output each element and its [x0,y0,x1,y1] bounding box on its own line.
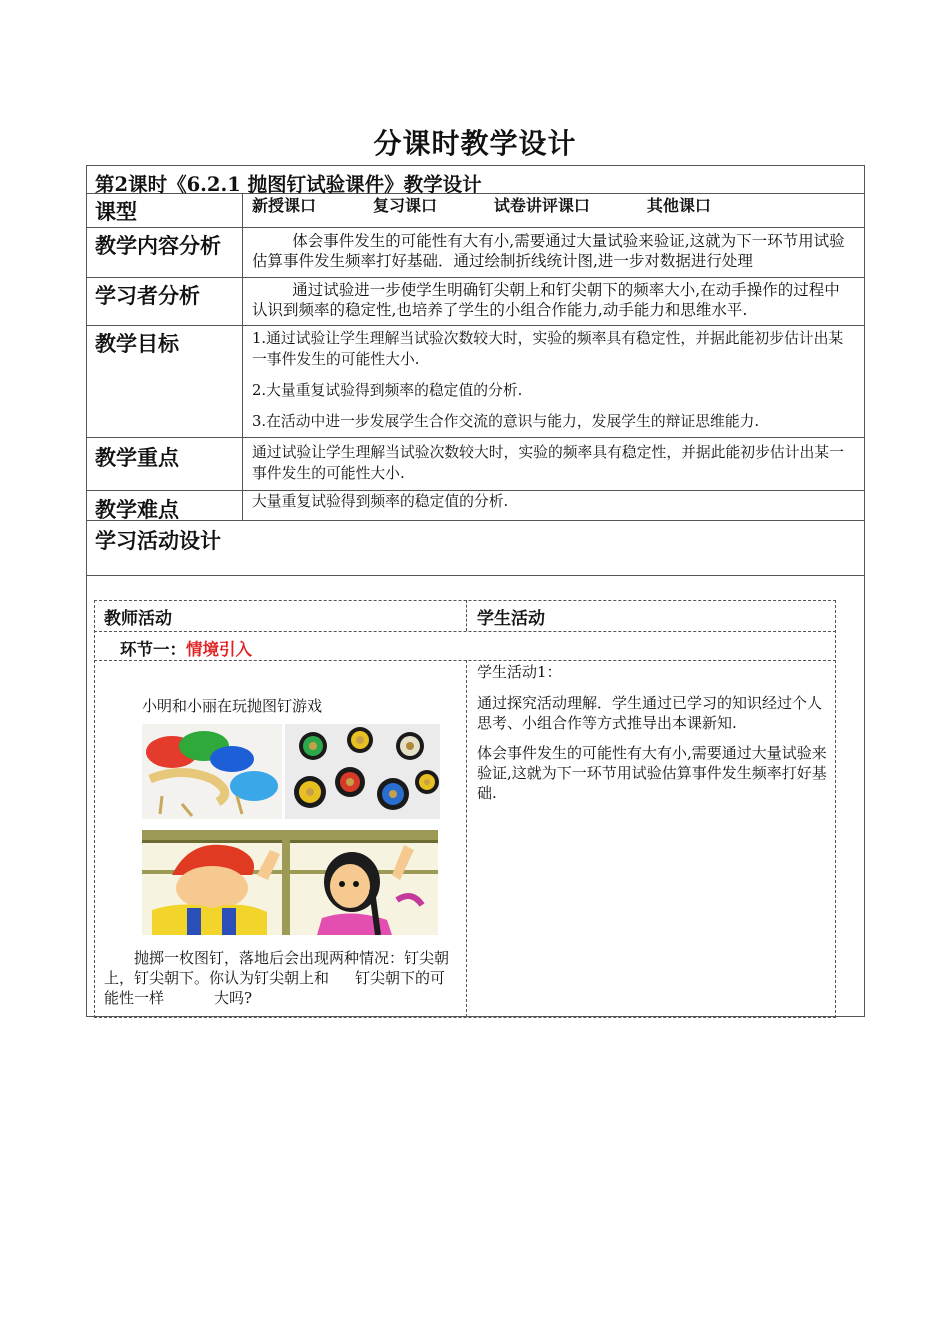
difficulties-row [87,491,864,521]
teacher-caption: 小明和小丽在玩抛图钉游戏 [142,697,323,715]
student-paragraph-1: 通过探究活动理解．学生通过已学习的知识经过个人思考、小组合作等方式推导出本课新知. [477,694,823,732]
section-heading [120,636,252,660]
key-points-row [87,438,864,491]
section-name: 情境引入 [186,640,252,659]
difficulties-label: 教学难点 [95,497,179,522]
content-analysis-label: 教学内容分析 [95,233,221,258]
student-activity-title: 学生活动1： [477,663,562,681]
thumbtacks-image-left [142,724,282,819]
children-cartoon-image [142,830,438,935]
learner-analysis-label: 学习者分析 [95,283,200,308]
teacher-activity-header: 教师活动 [104,609,172,629]
objective-2: 2.大量重复试验得到频率的稳定值的分析. [252,382,523,399]
teacher-question-part-3: 大吗? [214,989,253,1007]
course-type-row [87,194,864,228]
page-title: 分课时教学设计 [373,127,577,160]
activity-design-row [87,521,864,576]
student-paragraph-2: 体会事件发生的可能性有大有小,需要通过大量试验来验证,这就为下一环节用试验估算事件发生频率打好基础. [477,744,827,802]
student-activity-header: 学生活动 [477,609,545,629]
section-prefix: 环节一： [120,640,186,659]
course-type-new[interactable]: 新授课口 [252,196,317,215]
teacher-question-part-2: 钉尖朝下的可能性一样 [104,969,446,1007]
content-analysis-row [87,228,864,278]
key-points-text: 通过试验让学生理解当试验次数较大时，实验的频率具有稳定性，并据此能初步估计出某一事件发生的可能性大小. [252,444,844,482]
content-analysis-text: 体会事件发生的可能性有大有小,需要通过大量试验来验证,这就为下一环节用试验估算事件发生频率打好基础．通过绘制折线统计图,进一步对数据进行处理 [252,232,845,270]
difficulties-text: 大量重复试验得到频率的稳定值的分析. [252,493,509,510]
lesson-header-row [87,166,864,194]
objective-3: 3.在活动中进一步发展学生合作交流的意识与能力，发展学生的辩证思维能力. [252,413,760,430]
course-type-other[interactable]: 其他课口 [646,196,711,215]
learner-analysis-row [87,278,864,326]
course-type-options [252,196,854,216]
teacher-question-part-1: 抛掷一枚图钉，落地后会出现两种情况：钉尖朝上，钉尖朝下。你认为钉尖朝上和 [104,949,450,987]
objective-1: 1.通过试验让学生理解当试验次数较大时，实验的频率具有稳定性，并据此能初步估计出某一事件发生的可能性大小. [252,330,844,368]
objectives-row [87,326,864,438]
activity-design-label: 学习活动设计 [95,528,221,553]
lesson-header-text: 第2课时《6.2.1 抛图钉试验课件》教学设计 [95,173,482,196]
course-type-review[interactable]: 复习课口 [372,196,437,215]
learner-analysis-text: 通过试验进一步使学生明确钉尖朝上和钉尖朝下的频率大小,在动手操作的过程中认识到频率的稳定性,也培养了学生的小组合作能力,动手能力和思维水平. [252,281,840,319]
course-type-label: 课型 [95,199,137,224]
teacher-question [104,948,456,1008]
key-points-label: 教学重点 [95,445,179,470]
thumbtacks-image-right [285,724,440,819]
course-type-exam-review[interactable]: 试卷讲评课口 [493,196,590,215]
objectives-label: 教学目标 [95,331,179,356]
